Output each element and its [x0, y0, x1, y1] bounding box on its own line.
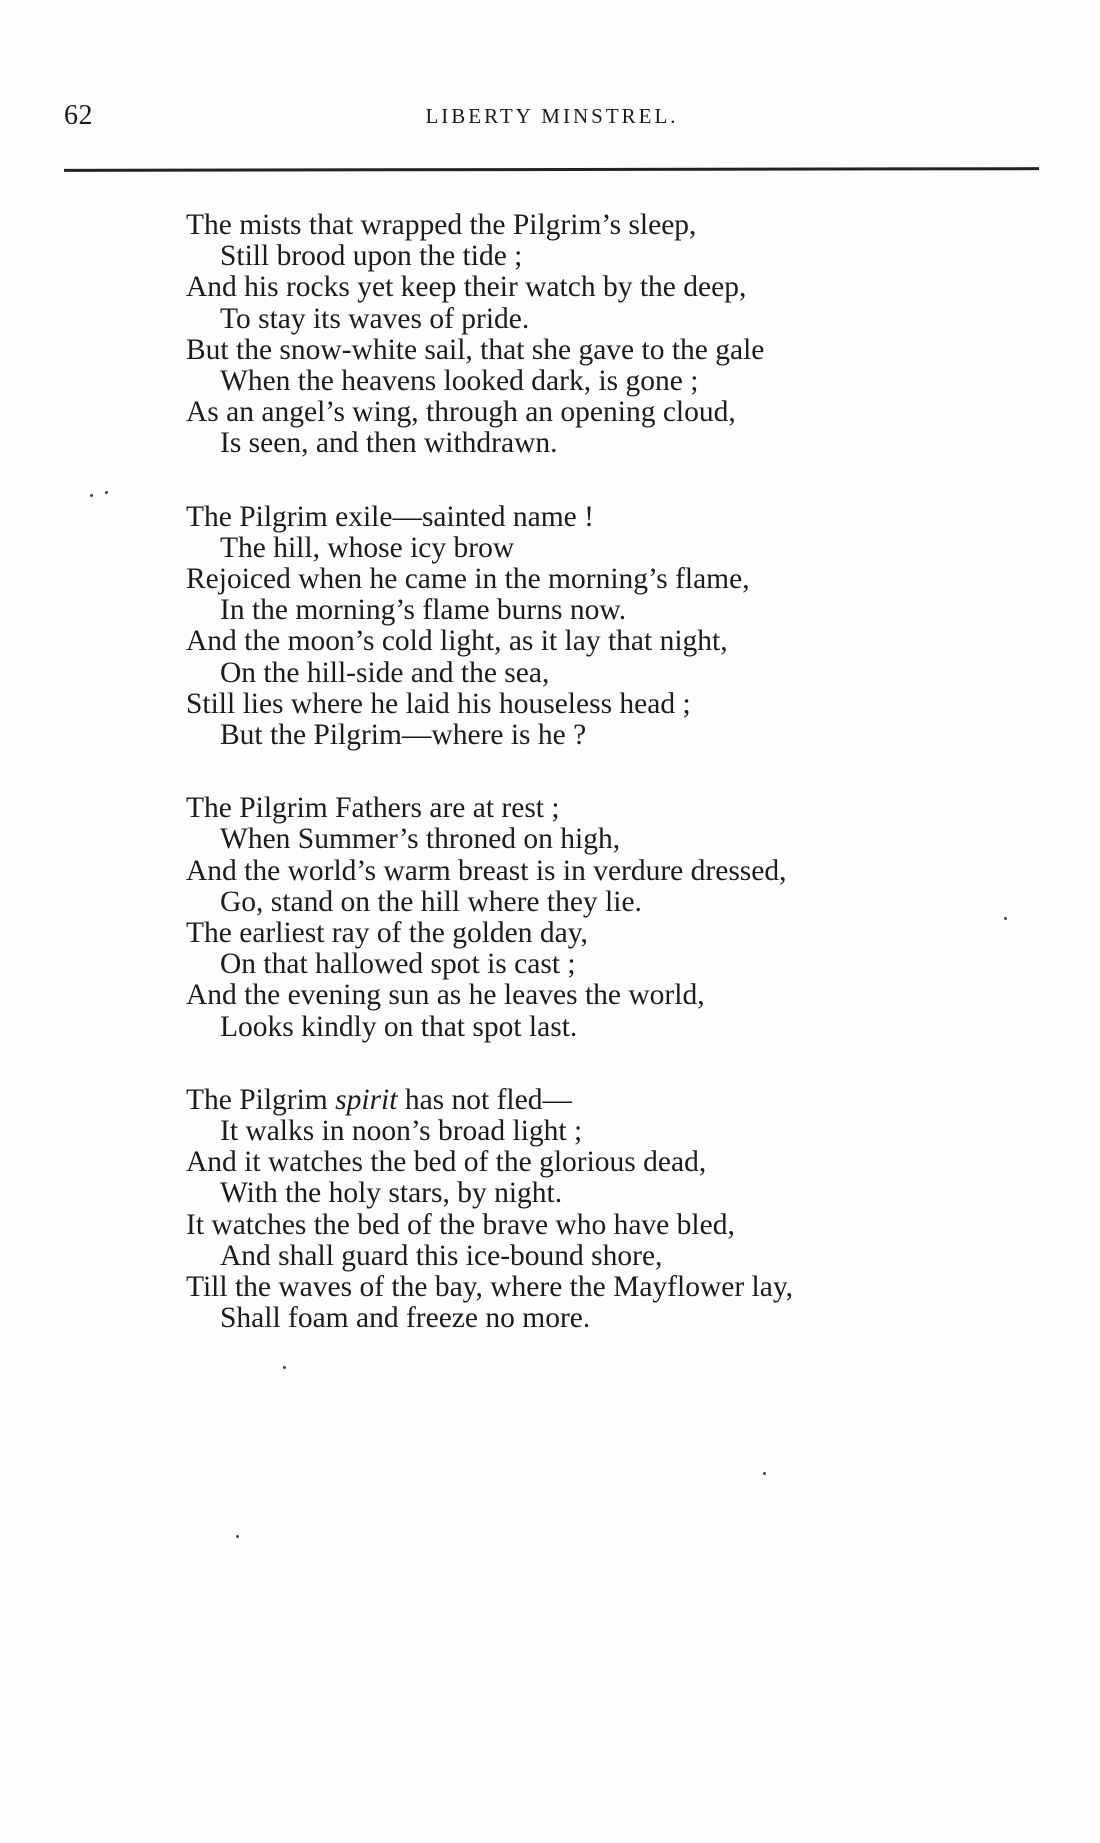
- verse-line: And his rocks yet keep their watch by the deep,: [186, 271, 747, 304]
- verse-line: Till the waves of the bay, where the Mayflower lay,: [186, 1271, 794, 1304]
- verse-line: It walks in noon’s broad light ;: [220, 1115, 583, 1148]
- scan-speck: [1004, 917, 1007, 920]
- verse-line: And the evening sun as he leaves the world,: [186, 979, 705, 1012]
- scan-speck: [90, 494, 93, 497]
- italic-word: spirit: [335, 1083, 398, 1116]
- verse-line: The Pilgrim exile—sainted name !: [186, 500, 594, 533]
- page-header: [64, 100, 1040, 140]
- verse-text: The Pilgrim: [186, 1083, 336, 1116]
- verse-line: On the hill-side and the sea,: [220, 656, 550, 689]
- verse-line: [186, 1085, 1006, 1116]
- running-title: LIBERTY MINSTREL.: [425, 104, 679, 128]
- verse-line: But the snow-white sail, that she gave to the gale: [186, 333, 765, 366]
- verse-line: But the Pilgrim—where is he ?: [220, 719, 587, 752]
- verse-line: Go, stand on the hill where they lie.: [220, 885, 642, 918]
- verse-line: Shall foam and freeze no more.: [220, 1302, 591, 1335]
- verse-line: Still lies where he laid his houseless head ;: [186, 687, 691, 720]
- scan-speck: [236, 1535, 239, 1538]
- verse-line: And it watches the bed of the glorious dead,: [186, 1146, 707, 1179]
- verse-line: When Summer’s throned on high,: [220, 823, 621, 856]
- header-rule: [64, 167, 1039, 172]
- verse-line: When the heavens looked dark, is gone ;: [220, 365, 699, 398]
- stanza-3: [186, 793, 1006, 1043]
- page-number: 62: [64, 100, 93, 131]
- verse-line: With the holy stars, by night.: [220, 1177, 563, 1210]
- verse-line: The hill, whose icy brow: [220, 531, 515, 564]
- verse-line: Rejoiced when he came in the morning’s flame,: [186, 563, 750, 596]
- stanza-4: [186, 1085, 1006, 1335]
- verse-line: The earliest ray of the golden day,: [186, 917, 588, 950]
- verse-line: Is seen, and then withdrawn.: [220, 427, 558, 460]
- verse-line: Looks kindly on that spot last.: [220, 1010, 578, 1043]
- verse-line: It watches the bed of the brave who have bled,: [186, 1208, 735, 1241]
- verse-line: To stay its waves of pride.: [220, 302, 530, 335]
- stanza-2: [186, 502, 1006, 752]
- scan-speck: [105, 491, 108, 494]
- verse-line: And the world’s warm breast is in verdure dressed,: [186, 854, 787, 887]
- verse-line: The mists that wrapped the Pilgrim’s sleep,: [186, 209, 697, 241]
- verse-line: On that hallowed spot is cast ;: [220, 948, 576, 981]
- scan-speck: [283, 1366, 286, 1369]
- verse-line: In the morning’s flame burns now.: [220, 594, 627, 627]
- poem: [186, 210, 1006, 1377]
- scan-speck: [763, 1472, 766, 1475]
- stanza-1: [186, 210, 1006, 460]
- verse-line: And the moon’s cold light, as it lay that night,: [186, 625, 728, 658]
- verse-line: The Pilgrim Fathers are at rest ;: [186, 792, 560, 825]
- verse-line: As an angel’s wing, through an opening cloud,: [186, 396, 736, 429]
- verse-text: has not fled—: [397, 1083, 572, 1116]
- verse-line: Still brood upon the tide ;: [220, 240, 523, 273]
- verse-line: And shall guard this ice-bound shore,: [220, 1239, 663, 1272]
